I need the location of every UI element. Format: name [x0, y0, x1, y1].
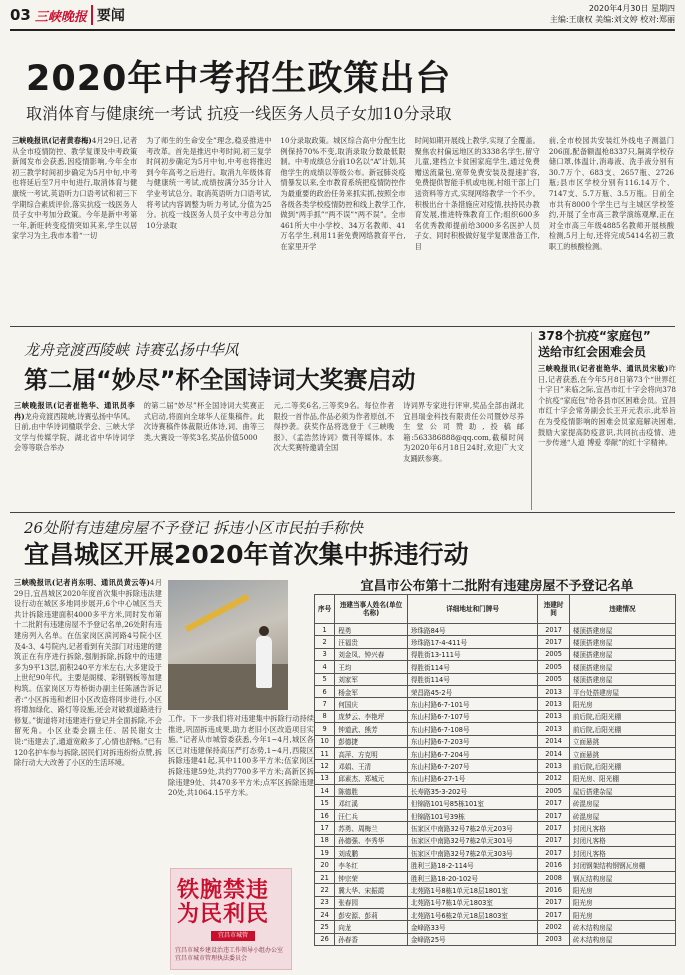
table-row — [315, 661, 676, 673]
table-cell: 砖混房屋 — [569, 809, 675, 821]
table-cell: 彭安源、彭莉 — [335, 908, 408, 920]
table-cell: 11 — [315, 747, 335, 759]
side-story-headline: 378个抗疫“家庭包” 送给市红会困难会员 — [538, 329, 651, 359]
story1-column: 时间如期开展线上教学,实现了全覆盖。聚焦农村偏远地区的3338名学生,留守儿童,建档立卡贫困家庭学生,通过免费赠送流量包,宽带免费安装及提速扩容,免费提供智能手机或电视,村组干部上门送资料等方式,实现网络教学一个不少。积极出台十条措施应对疫情,扶持民办教育发展,推进特殊教育工作;组织600多名优秀教师提前给3000多名医护人员子女、同时积极做好复学复课准备工作,目 — [414, 136, 540, 251]
table-cell: 封闭凡客格 — [569, 847, 675, 859]
table-cell: 2008 — [538, 871, 569, 883]
table-cell: 胜利三路18-20-102号 — [407, 871, 538, 883]
table-row — [315, 785, 676, 797]
table-cell: 楼顶搭建房屋 — [569, 648, 675, 660]
table-cell: 17 — [315, 822, 335, 834]
table-row — [315, 624, 676, 636]
header-rule — [10, 29, 675, 31]
section-divider — [10, 512, 675, 513]
table-cell: 25 — [315, 921, 335, 933]
story3-column: 工作。下一步我们将对违建集中拆除行动持续推进,巩固拆违成果,助力老旧小区改造项目实施。”记者从市城管委获悉,今年1~4月,城区各区已对违建保持高压严打态势,1~4月,西陵区拆除违建41起,其中1100多平方米;伍家岗区拆除违建59处,共约7700多平方米;高新区拆除违建9处、共470多平方米;点军区拆除违建20处,共1064.15平方米。 — [168, 714, 314, 798]
table-cell: 阳光房 — [569, 896, 675, 908]
table-row — [315, 871, 676, 883]
story2-body — [14, 401, 524, 507]
table-row — [315, 933, 676, 945]
table-cell: 东山村路6-7-204号 — [407, 747, 538, 759]
table-cell: 楼顶搭建房屋 — [569, 661, 675, 673]
table-cell: 2012 — [538, 772, 569, 784]
table-cell: 邱素杰、郑城元 — [335, 772, 408, 784]
side-story-lead: 三峡晚报讯(记者崔艳华、通讯员宋敏) — [538, 364, 669, 373]
table-cell: 13 — [315, 772, 335, 784]
section-name: 要闻 — [91, 5, 125, 25]
table-cell: 楼顶搭建房屋 — [569, 636, 675, 648]
table-cell: 14 — [315, 785, 335, 797]
poster-title: 铁腕禁违 为民利民 — [177, 878, 270, 927]
campaign-poster — [170, 868, 292, 970]
table-cell: 阳光房 — [569, 698, 675, 710]
table-cell: 北苑路1号7栋1单元1803室 — [407, 896, 538, 908]
table-cell: 前后院,后阳光棚 — [569, 723, 675, 735]
table-cell: 向龙 — [335, 921, 408, 933]
table-cell: 何国庆 — [335, 698, 408, 710]
table-row — [315, 648, 676, 660]
table-cell: 珍珠路84号 — [407, 624, 538, 636]
table-row — [315, 797, 676, 809]
story2-kicker: 龙舟竞渡西陵峡 诗赛弘扬中华风 — [24, 341, 239, 359]
table-cell: 2017 — [538, 834, 569, 846]
table-cell: 2017 — [538, 797, 569, 809]
table-cell: 3 — [315, 648, 335, 660]
table-row — [315, 859, 676, 871]
story2-headline: 第二届“妙尽”杯全国诗词大奖赛启动 — [24, 366, 416, 394]
story3-column: 三峡晚报讯(记者肖东明、通讯员黄云等)4月29日,宜昌城区2020年度首次集中拆除违法建设行动在城区多地同步展开,6个中心城区当天共计拆除违建面积4000多平方米,同时发布第十二批附有违建房屋不予登记名单,26处附有违建房列入名单。在伍家岗区滨河路4号院小区及4-3、4号院内,记者看到有关部门对违建的建筑正在有序进行拆除,强制拆除,拆除中的违建多为9平13层,面积240平方米左右,大多建设于上世纪90年代。主要是阁楼、彩钢钢板等加建构筑。伍家岗区万寿桥街办副主任陈涵告诉记者:“小区拆违和老旧小区改造将同步进行,小区将增加绿化、路灯等设施,还会对破损道路进行修复。”街道将对违建进行登记并全面拆除,不会留死角。小区业委会副主任、居民谢女士说:“违建去了,通道宽敞多了,心情也舒畅。”已有120名护车参与拆除,居民们对拆违纷纷点赞,拆除行动大大改善了小区的生活环境。 — [14, 578, 162, 768]
story2-column: 诗词界专家进行评审,奖品全部由湖北宜昌瑞金科技有限责任公司暨妙尽养生堂公司赞助,投稿邮箱:563386888@qq.com,截稿时间为2020年6月18日24时,欢迎广大文友踊跃参赛。 — [403, 401, 524, 463]
table-cell: 东山村路6-7-107号 — [407, 710, 538, 722]
table-cell: 5 — [315, 673, 335, 685]
table-cell: 伍家区中南路32号7栋2单元203号 — [407, 822, 538, 834]
table-cell: 胜利三路18-2-114号 — [407, 859, 538, 871]
table-cell: 张春园 — [335, 896, 408, 908]
table-row — [315, 747, 676, 759]
table-cell: 彭德捷 — [335, 735, 408, 747]
page-header — [10, 4, 125, 26]
table-cell: 24 — [315, 908, 335, 920]
table-cell: 2017 — [538, 847, 569, 859]
table-body — [315, 624, 676, 946]
table-cell: 21 — [315, 871, 335, 883]
table-cell: 王均 — [335, 661, 408, 673]
table-cell: 2017 — [538, 624, 569, 636]
table-cell: 刘金凤、钟兴春 — [335, 648, 408, 660]
story3-kicker: 26处附有违建房屋不予登记 拆违小区市民拍手称快 — [24, 519, 363, 537]
table-row — [315, 673, 676, 685]
story3-headline: 宜昌城区开展2020年首次集中拆违行动 — [24, 540, 469, 569]
table-cell: 伍家区中南路32号7栋2单元301号 — [407, 834, 538, 846]
table-cell: 高萍、方克明 — [335, 747, 408, 759]
table-cell: 立面悬挑 — [569, 735, 675, 747]
table-row — [315, 896, 676, 908]
column-header: 违建当事人姓名(单位名称) — [335, 595, 408, 624]
story1-column: 前,全市校园共安装红外线电子测温门206面,配备额温枪8337只,隔离学校存储口罩,体温计,消毒液、洗手液分别有30.7万个、683支、2657瓶、2726瓶;县市区学校分别有116.14万个、7147支、5.7万瓶、3.5万瓶。日前全市共有8000个学生已与主城区学校签约,开展了全市高三教学演练观摩,正在对全市高三年级4885名教师开展核酸检测,5月上旬,还将完成5414名初三教职工的核酸检测。 — [548, 136, 675, 251]
table-cell: 2013 — [538, 710, 569, 722]
table-cell: 2017 — [538, 896, 569, 908]
table-cell: 2017 — [538, 822, 569, 834]
table-cell: 长寿路35-3-202号 — [407, 785, 538, 797]
table-cell: 砖混房屋 — [569, 797, 675, 809]
table-cell: 但锦路101号85栋101室 — [407, 797, 538, 809]
story1-column: 10分录取政策。城区综合高中分配生比例保持70%不变,取消录取分数最低限制。中考成绩总分前10名以“A”计划,其他学生的成绩以等级公布。新冠肺炎疫情暴发以来,全市教育系统把疫情防控作为最重要的政治任务来抓实抓,按照全市各级各类学校疫情防控和线上教学工作,做到“两手抓”“两不误”“两不误”。全市461所大中小学校、34万名教师、41万名学生,利用11套免费网络教育平台,在家里开学 — [280, 136, 406, 251]
table-cell: 伍家区中南路32号7栋2单元303号 — [407, 847, 538, 859]
table-cell: 8 — [315, 710, 335, 722]
table-row — [315, 760, 676, 772]
table-cell: 刘成鹏 — [335, 847, 408, 859]
table-cell: 东山村路6-7-101号 — [407, 698, 538, 710]
table-cell: 阳光房、阳光棚 — [569, 772, 675, 784]
table-row — [315, 710, 676, 722]
table-cell: 钢瓦结构房屋 — [569, 871, 675, 883]
table-cell: 冀大华、宋振霞 — [335, 884, 408, 896]
table-cell: 7 — [315, 698, 335, 710]
column-header: 违建时间 — [538, 595, 569, 624]
table-cell: 阳光房 — [569, 884, 675, 896]
table-cell: 汪仁兵 — [335, 809, 408, 821]
table-cell: 程勇 — [335, 624, 408, 636]
column-header: 序号 — [315, 595, 335, 624]
table-cell: 前后院,后阳光棚 — [569, 710, 675, 722]
table-cell: 2005 — [538, 673, 569, 685]
story3-body-right — [168, 714, 314, 864]
table-row — [315, 698, 676, 710]
table-cell: 东山村路6-7-108号 — [407, 723, 538, 735]
table-row — [315, 636, 676, 648]
table-cell: 1 — [315, 624, 335, 636]
story2-column: 的第二届“妙尽”杯全国诗词大奖赛正式启动,将面向全球华人征集稿件。此次诗赛稿件体裁限近体诗,词、曲等三类,大赛设一等奖3名,奖品价值5000 — [143, 401, 265, 442]
table-cell: 19 — [315, 847, 335, 859]
editor-credits: 主编:王康权 美编:刘文婷 校对:郑丽 — [549, 15, 675, 24]
table-cell: 邓红溪 — [335, 797, 408, 809]
story2-column: 元,二等奖6名,三等奖9名。每位作者限投一首作品,作品必须为作者原创,不得抄袭。获奖作品将选登于《三峡晚报》、《孟浩然诗词》微刊等媒体。本次大奖赛特邀请全国 — [273, 401, 395, 453]
table-cell: 18 — [315, 834, 335, 846]
table-cell: 东山村路6-7-203号 — [407, 735, 538, 747]
table-cell: 东山村路6-7-207号 — [407, 760, 538, 772]
table-row — [315, 834, 676, 846]
story1-column: 为了师生的生命安全”理念,稳妥推进中考改革。首先是推迟中考时间,初三复学时间初步确定为5月中旬,中考也将推迟到今年高考之后进行。取消九年级体育与健康统一考试,成绩按满分35分计入学业考试总分。取消英语听力口语考试,将考试内容调整为听力考试,分值为25分。抗疫一线医务人员子女中考总分加10分录取 — [146, 136, 272, 230]
table-row — [315, 735, 676, 747]
violation-table — [314, 594, 676, 946]
table-cell: 2013 — [538, 760, 569, 772]
story2-column: 三峡晚报讯(记者崔艳华、通讯员李冉)龙舟竞渡西陵峡,诗赛弘扬中华风。日前,由中华诗词楹联学会、三峡大学文学与传媒学院、湖北省中华诗词学会等等联合举办 — [14, 401, 135, 453]
table-cell: 2013 — [538, 698, 569, 710]
table-cell: 2014 — [538, 747, 569, 759]
table-cell: 北苑路1号8栋1单元18层1801室 — [407, 884, 538, 896]
table-cell: 9 — [315, 723, 335, 735]
table-cell: 封闭凡客格 — [569, 834, 675, 846]
table-cell: 汪福贵 — [335, 636, 408, 648]
table-cell: 邓娟、王清 — [335, 760, 408, 772]
table-row — [315, 921, 676, 933]
table-row — [315, 847, 676, 859]
table-cell: 12 — [315, 760, 335, 772]
table-cell: 2005 — [538, 785, 569, 797]
table-cell: 2014 — [538, 735, 569, 747]
table-cell: 得胜街114号 — [407, 673, 538, 685]
table-cell: 金峰路25号 — [407, 933, 538, 945]
table-cell: 封闭钢架结构钢钢瓦房棚 — [569, 859, 675, 871]
table-cell: 孙德强、李秀华 — [335, 834, 408, 846]
table-cell: 庞梦云、李艳坪 — [335, 710, 408, 722]
table-cell: 2 — [315, 636, 335, 648]
table-row — [315, 685, 676, 697]
table-cell: 2016 — [538, 859, 569, 871]
table-row — [315, 908, 676, 920]
table-cell: 26 — [315, 933, 335, 945]
story1-column: 三峡晚报讯(记者黄春梅)4月29日,记者从全市疫情防控、教学复课及中考政策新闻发布会获悉,因疫情影响,今年全市初三教学时间初步确定为5月中旬,中考也将延后至7月中旬进行,取消体育与健康统一考试,英语听力口语考试和初三下学期综合素质评价,落实抗疫一线医务人员子女中考加分政策。今年是新中考第一年,新旺转变疫情突如其来,学生以居家学习为主,我市本着“一切 — [12, 136, 138, 241]
table-cell: 砖木结构房屋 — [569, 921, 675, 933]
table-title: 宜昌市公布第十二批附有违建房屋不予登记名单 — [360, 579, 634, 594]
table-cell: 钟宗荣 — [335, 871, 408, 883]
table-row — [315, 772, 676, 784]
table-cell: 楼顶搭建房屋 — [569, 673, 675, 685]
table-cell: 2003 — [538, 933, 569, 945]
story3-body-left — [14, 578, 162, 970]
column-header: 违建情况 — [569, 595, 675, 624]
story1-lead: 三峡晚报讯(记者黄春梅) — [12, 136, 92, 145]
table-cell: 2017 — [538, 636, 569, 648]
table-cell: 23 — [315, 896, 335, 908]
table-header-row — [315, 595, 676, 624]
story2-lead: 三峡晚报讯(记者崔艳华、通讯员李冉) — [14, 401, 135, 421]
table-cell: 陈德胜 — [335, 785, 408, 797]
table-cell: 10 — [315, 735, 335, 747]
table-cell: 2013 — [538, 685, 569, 697]
table-cell: 封闭凡客格 — [569, 822, 675, 834]
table-cell: 刘家军 — [335, 673, 408, 685]
table-cell: 李冬红 — [335, 859, 408, 871]
table-row — [315, 809, 676, 821]
table-cell: 孙春香 — [335, 933, 408, 945]
table-cell: 4 — [315, 661, 335, 673]
table-cell: 2016 — [538, 884, 569, 896]
table-row — [315, 723, 676, 735]
table-cell: 砖木结构房屋 — [569, 933, 675, 945]
page-number: 03 — [10, 6, 31, 24]
story1-body — [12, 136, 674, 320]
section-divider — [10, 326, 675, 327]
table-cell: 东山村路6-27-1号 — [407, 772, 538, 784]
table-cell: 前后院,后阳光棚 — [569, 760, 675, 772]
story3-lead: 三峡晚报讯(记者肖东明、通讯员黄云等) — [14, 578, 150, 587]
table-cell: 苏勇、周梅兰 — [335, 822, 408, 834]
header-meta — [550, 3, 675, 25]
table-cell: 钟道武、熊芳 — [335, 723, 408, 735]
table-cell: 2002 — [538, 921, 569, 933]
column-header: 详细地址和门牌号 — [407, 595, 538, 624]
column-divider — [531, 332, 532, 510]
issue-date: 2020年4月30日 星期四 — [588, 4, 675, 13]
table-cell: 金峰路33号 — [407, 921, 538, 933]
story1-subheadline: 取消体育与健康统一考试 抗疫一线医务人员子女加10分录取 — [26, 104, 452, 123]
table-cell: 立面悬挑 — [569, 747, 675, 759]
table-cell: 15 — [315, 797, 335, 809]
table-cell: 珍珠路17-4-411号 — [407, 636, 538, 648]
poster-footer: 宜昌市城乡建设治违工作领导小组办公室 宜昌市城市管理执法委员会 — [175, 947, 284, 962]
table-cell: 16 — [315, 809, 335, 821]
table-cell: 得胜街13-111号 — [407, 648, 538, 660]
side-story-body — [538, 364, 676, 510]
table-cell: 20 — [315, 859, 335, 871]
table-cell: 6 — [315, 685, 335, 697]
table-cell: 北苑路1号6栋2单元18层1803室 — [407, 908, 538, 920]
table-cell: 2017 — [538, 908, 569, 920]
table-cell: 2017 — [538, 809, 569, 821]
table-cell: 荣昌路45-2号 — [407, 685, 538, 697]
table-cell: 2005 — [538, 648, 569, 660]
poster-band: 宜昌市城管 — [211, 931, 255, 941]
demolition-photo — [168, 580, 288, 710]
table-cell: 得胜街114号 — [407, 661, 538, 673]
table-cell: 22 — [315, 884, 335, 896]
table-cell: 2005 — [538, 661, 569, 673]
table-cell: 但锦路101号39栋 — [407, 809, 538, 821]
table-cell: 屋后搭建杂屋 — [569, 785, 675, 797]
side-story-text: 三峡晚报讯(记者崔艳华、通讯员宋敏)昨日,记者获悉,在今年5月8日第73个“世界红十字日”来临之际,宜昌市红十字会将向378个抗疫“家庭包”给各县市区困难会员。宜昌市红十字会常务副会长王开元表示,此举旨在为受疫情影响的困难会员家庭解决困难,鼓励大家提高防疫意识,共同抗击疫情、进一步传递“人道 博爱 奉献”的红十字精神。 — [538, 364, 676, 448]
table-row — [315, 884, 676, 896]
story1-headline: 2020年中考招生政策出台 — [26, 59, 452, 99]
table-cell: 阳光房 — [569, 908, 675, 920]
table-cell: 楼顶搭建房屋 — [569, 624, 675, 636]
newspaper-logo: 三峡晚报 — [34, 9, 87, 25]
table-cell: 平台处搭建房屋 — [569, 685, 675, 697]
table-cell: 杨金军 — [335, 685, 408, 697]
table-row — [315, 822, 676, 834]
table-cell: 2013 — [538, 723, 569, 735]
